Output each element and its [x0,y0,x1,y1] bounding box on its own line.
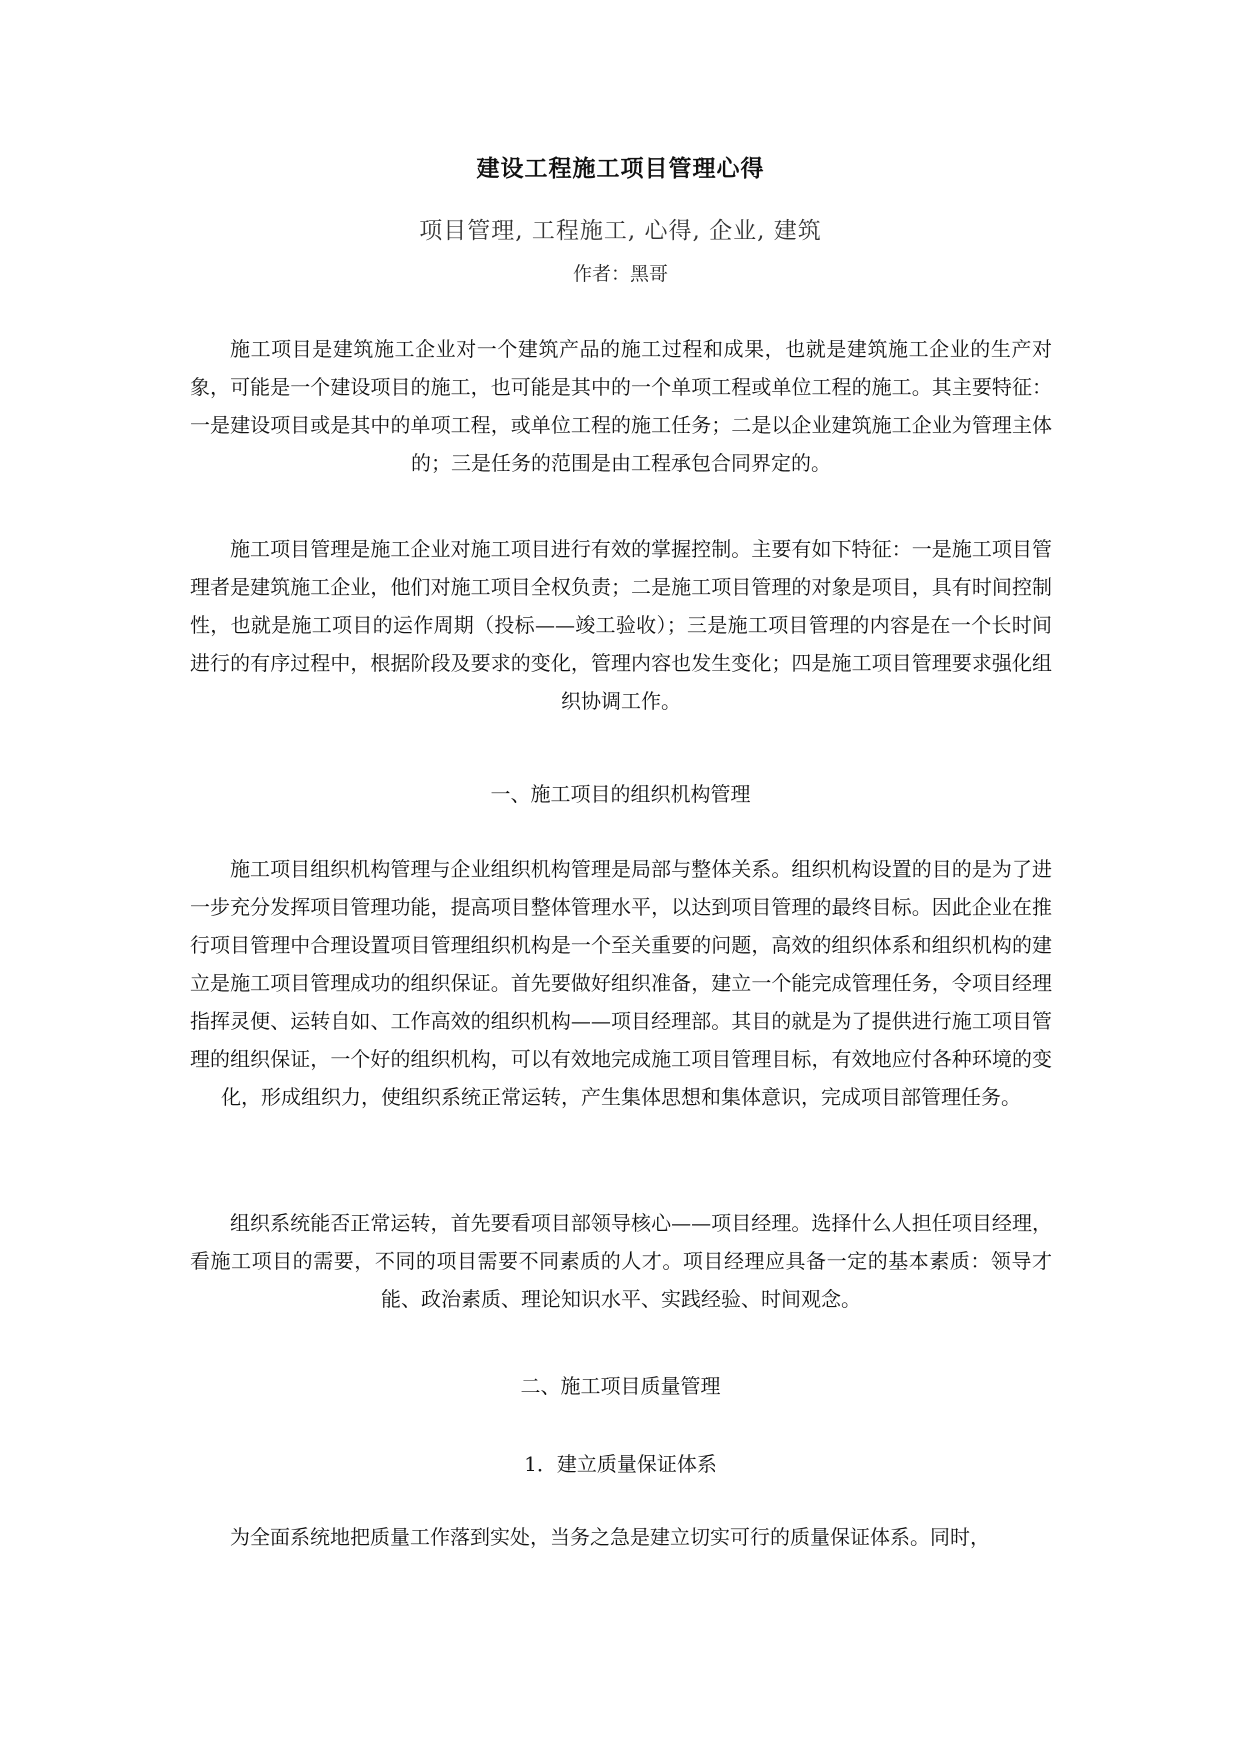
author-line: 作者：黑哥 [572,263,668,285]
section-heading-1: 一、施工项目的组织机构管理 [490,782,751,806]
subsection-heading-1: 1．建立质量保证体系 [524,1452,717,1476]
keywords-line: 项目管理, 工程施工, 心得, 企业, 建筑 [419,218,822,244]
paragraph-org-structure: 施工项目组织机构管理与企业组织机构管理是局部与整体关系。组织机构设置的目的是为了进一步充分发挥项目管理功能，提高项目整体管理水平，以达到项目管理的最终目标。因此企业在推行项目管理中合理设置项目管理组织机构是一个至关重要的问题，高效的组织体系和组织机构的建立是施工项目管理成功的组织保证。首先要做好组织准备，建立一个能完成管理任务，令项目经理指挥灵便、运转自如、工作高效的组织机构——项目经理部。其目的就是为了提供进行施工项目管理的组织保证，一个好的组织机构，可以有效地完成施工项目管理目标，有效地应付各种环境的变化，形成组织力，使组织系统正常运转，产生集体思想和集体意识，完成项目部管理任务。 [190,857,1052,1109]
paragraph-intro-2: 施工项目管理是施工企业对施工项目进行有效的掌握控制。主要有如下特征：一是施工项目管理者是建筑施工企业，他们对施工项目全权负责；二是施工项目管理的对象是项目，具有时间控制性，也就是施工项目的运作周期（投标——竣工验收）；三是施工项目管理的内容是在一个长时间进行的有序过程中，根据阶段及要求的变化，管理内容也发生变化；四是施工项目管理要求强化组织协调工作。 [190,537,1052,713]
paragraph-intro-1: 施工项目是建筑施工企业对一个建筑产品的施工过程和成果，也就是建筑施工企业的生产对象，可能是一个建设项目的施工，也可能是其中的一个单项工程或单位工程的施工。其主要特征：一是建设项目或是其中的单项工程，或单位工程的施工任务；二是以企业建筑施工企业为管理主体的；三是任务的范围是由工程承包合同界定的。 [190,337,1052,475]
section-heading-2: 二、施工项目质量管理 [520,1374,721,1398]
document-title: 建设工程施工项目管理心得 [476,156,765,182]
paragraph-quality-system: 为全面系统地把质量工作落到实处，当务之急是建立切实可行的质量保证体系。同时， [230,1525,990,1549]
paragraph-project-manager: 组织系统能否正常运转，首先要看项目部领导核心——项目经理。选择什么人担任项目经理，看施工项目的需要，不同的项目需要不同素质的人才。项目经理应具备一定的基本素质：领导才能、政治素质、理论知识水平、实践经验、时间观念。 [190,1211,1052,1311]
